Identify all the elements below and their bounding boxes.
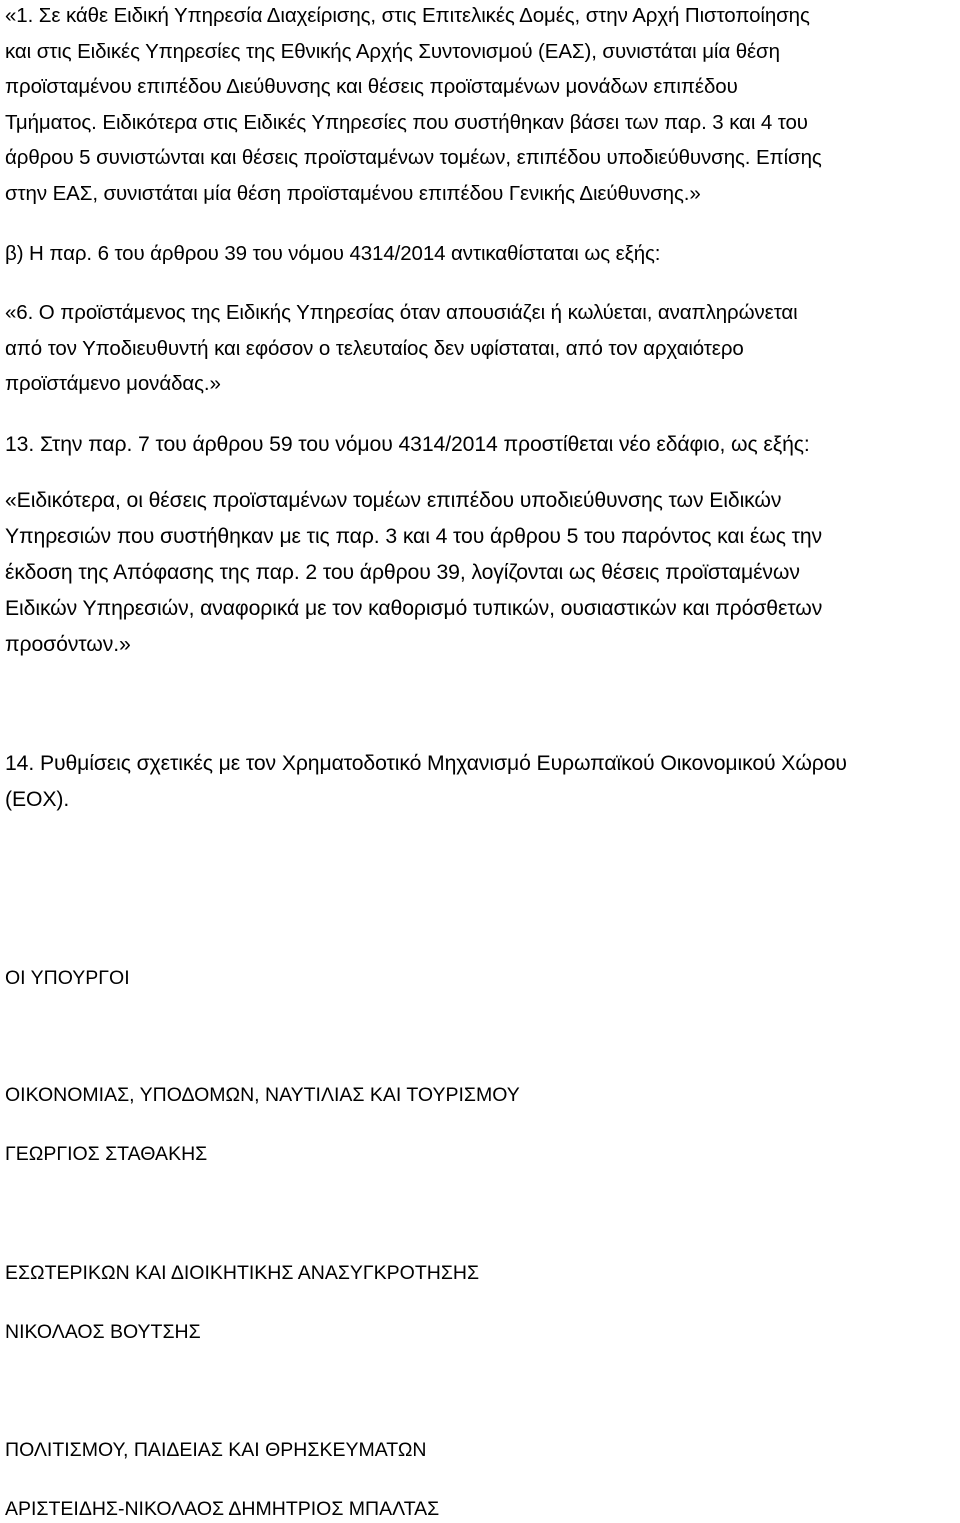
text-line: «1. Σε κάθε Ειδική Υπηρεσία Διαχείρισης, στις Επιτελικές Δομές, στην Αρχή Πιστοποίησης <box>5 4 810 27</box>
text-line: και στις Ειδικές Υπηρεσίες της Εθνικής Αρχής Συντονισμού (ΕΑΣ), συνιστάται μία θέση <box>5 39 780 63</box>
text-line: Τμήματος. Ειδικότερα στις Ειδικές Υπηρεσίες που συστήθηκαν βάσει των παρ. 3 και 4 του <box>5 110 808 134</box>
paragraph-2 <box>5 236 660 272</box>
signatures-heading: ΟΙ ΥΠΟΥΡΓΟΙ <box>5 967 130 989</box>
paragraph-6 <box>5 746 847 818</box>
minister-name: ΑΡΙΣΤΕΙΔΗΣ-ΝΙΚΟΛΑΟΣ ΔΗΜΗΤΡΙΟΣ ΜΠΑΛΤΑΣ <box>5 1498 440 1520</box>
text-line: προσόντων.» <box>5 633 131 656</box>
ministry-name: ΠΟΛΙΤΙΣΜΟΥ, ΠΑΙΔΕΙΑΣ ΚΑΙ ΘΡΗΣΚΕΥΜΑΤΩΝ <box>5 1439 427 1461</box>
text-line: 13. Στην παρ. 7 του άρθρου 59 του νόμου 4314/2014 προστίθεται νέο εδάφιο, ως εξής: <box>5 433 810 456</box>
paragraph-1 <box>5 0 822 211</box>
ministry-name: ΕΣΩΤΕΡΙΚΩΝ ΚΑΙ ΔΙΟΙΚΗΤΙΚΗΣ ΑΝΑΣΥΓΚΡΟΤΗΣΗΣ <box>5 1262 480 1284</box>
text-line: προϊστάμενο μονάδας.» <box>5 372 221 395</box>
text-line: «Ειδικότερα, οι θέσεις προϊσταμένων τομέων επιπέδου υποδιεύθυνσης των Ειδικών <box>5 489 782 512</box>
text-line: άρθρου 5 συνιστώνται και θέσεις προϊσταμένων τομέων, επιπέδου υποδιεύθυνσης. Επίσης <box>5 146 822 169</box>
minister-name: ΝΙΚΟΛΑΟΣ ΒΟΥΤΣΗΣ <box>5 1321 201 1343</box>
text-line: προϊσταμένου επιπέδου Διεύθυνσης και θέσεις προϊσταμένων μονάδων επιπέδου <box>5 75 738 98</box>
text-line: «6. Ο προϊστάμενος της Ειδικής Υπηρεσίας όταν απουσιάζει ή κωλύεται, αναπληρώνεται <box>5 301 798 324</box>
text-line: έκδοση της Απόφασης της παρ. 2 του άρθρου 39, λογίζονται ως θέσεις προϊσταμένων <box>5 561 800 584</box>
text-line: 14. Ρυθμίσεις σχετικές με τον Χρηματοδοτικό Μηχανισμό Ευρωπαϊκού Οικονομικού Χώρου <box>5 752 847 775</box>
text-line: στην ΕΑΣ, συνιστάται μία θέση προϊσταμένου επιπέδου Γενικής Διεύθυνσης.» <box>5 181 701 205</box>
minister-name: ΓΕΩΡΓΙΟΣ ΣΤΑΘΑΚΗΣ <box>5 1143 208 1165</box>
paragraph-4 <box>5 427 810 463</box>
text-line: Ειδικών Υπηρεσιών, αναφορικά με τον καθορισμό τυπικών, ουσιαστικών και πρόσθετων <box>5 597 823 620</box>
paragraph-5 <box>5 483 822 663</box>
text-line: (ΕΟΧ). <box>5 788 70 811</box>
text-line: Υπηρεσιών που συστήθηκαν με τις παρ. 3 και 4 του άρθρου 5 του παρόντος και έως την <box>5 525 823 548</box>
text-line: β) Η παρ. 6 του άρθρου 39 του νόμου 4314/2014 αντικαθίσταται ως εξής: <box>5 242 661 265</box>
text-line: από τον Υποδιευθυντή και εφόσον ο τελευταίος δεν υφίσταται, από τον αρχαιότερο <box>5 336 744 360</box>
ministry-name: ΟΙΚΟΝΟΜΙΑΣ, ΥΠΟΔΟΜΩΝ, ΝΑΥΤΙΛΙΑΣ ΚΑΙ ΤΟΥΡΙΣΜΟΥ <box>5 1084 520 1106</box>
paragraph-3 <box>5 295 798 402</box>
